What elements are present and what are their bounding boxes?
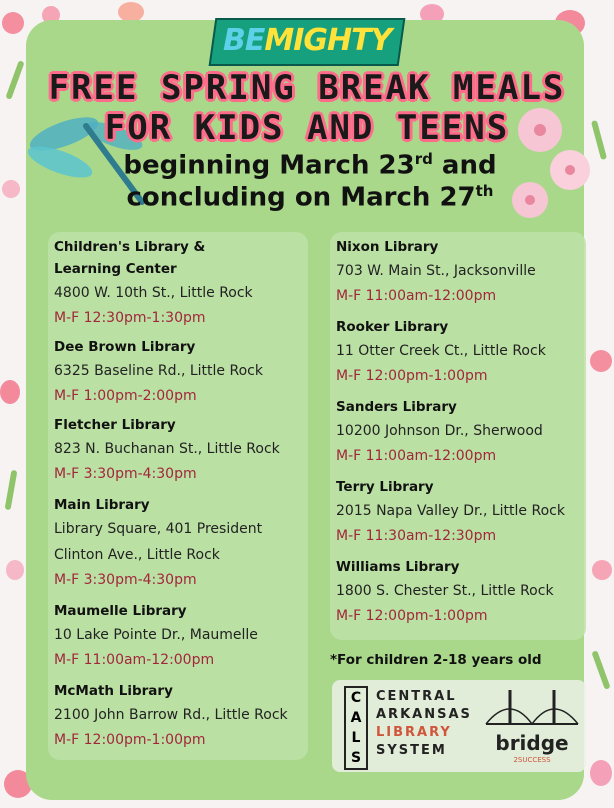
library-hours: M-F 11:30am-12:30pm bbox=[336, 528, 497, 544]
library-address: 823 N. Buchanan St., Little Rock bbox=[54, 441, 280, 457]
library-entry bbox=[54, 236, 314, 330]
leaf-decoration bbox=[591, 650, 610, 690]
library-address: 2100 John Barrow Rd., Little Rock bbox=[54, 707, 288, 723]
library-name: Main Library bbox=[54, 497, 150, 513]
logo-part1: BE bbox=[222, 23, 265, 58]
library-entry bbox=[54, 336, 314, 408]
library-address: 1800 S. Chester St., Little Rock bbox=[336, 583, 554, 599]
flower-decoration bbox=[0, 380, 20, 404]
library-name: Sanders Library bbox=[336, 399, 457, 415]
library-name: Nixon Library bbox=[336, 239, 439, 255]
library-hours: M-F 3:30pm-4:30pm bbox=[54, 466, 197, 482]
right-library-list bbox=[330, 232, 586, 640]
library-hours: M-F 11:00am-12:00pm bbox=[336, 448, 497, 464]
library-address: Clinton Ave., Little Rock bbox=[54, 547, 220, 563]
cals-letter: S bbox=[350, 750, 362, 766]
library-hours: M-F 1:00pm-2:00pm bbox=[54, 388, 197, 404]
library-hours: M-F 11:00am-12:00pm bbox=[54, 652, 215, 668]
cals-logo-text bbox=[376, 688, 472, 760]
library-entry bbox=[336, 236, 592, 308]
flower-decoration bbox=[118, 2, 144, 22]
library-name: Learning Center bbox=[54, 261, 177, 277]
library-name: Williams Library bbox=[336, 559, 460, 575]
flower-decoration bbox=[590, 760, 612, 786]
subtitle-start-sup: rd bbox=[414, 150, 433, 168]
bemighty-logo bbox=[209, 18, 406, 66]
library-name: Fletcher Library bbox=[54, 417, 176, 433]
subtitle-line-2 bbox=[110, 182, 510, 213]
cals-line: SYSTEM bbox=[376, 743, 447, 758]
subtitle-end: concluding on March 27 bbox=[126, 182, 476, 213]
library-address: 2015 Napa Valley Dr., Little Rock bbox=[336, 503, 565, 519]
library-hours: M-F 3:30pm-4:30pm bbox=[54, 572, 197, 588]
library-name: Children's Library & bbox=[54, 239, 206, 255]
library-hours: M-F 12:00pm-1:00pm bbox=[336, 608, 488, 624]
cals-letter: L bbox=[351, 730, 361, 746]
library-name: Rooker Library bbox=[336, 319, 449, 335]
library-entry bbox=[336, 316, 592, 388]
subtitle-start: beginning March 23 bbox=[123, 150, 415, 181]
library-address: 10 Lake Pointe Dr., Maumelle bbox=[54, 627, 258, 643]
library-address: 6325 Baseline Rd., Little Rock bbox=[54, 363, 263, 379]
left-library-list bbox=[48, 232, 308, 760]
library-hours: M-F 12:00pm-1:00pm bbox=[54, 732, 206, 748]
library-hours: M-F 11:00am-12:00pm bbox=[336, 288, 497, 304]
library-entry bbox=[54, 414, 314, 486]
library-address: 11 Otter Creek Ct., Little Rock bbox=[336, 343, 546, 359]
logo-part2: MIGHTY bbox=[264, 23, 392, 58]
library-address: 10200 Johnson Dr., Sherwood bbox=[336, 423, 543, 439]
cals-line: ARKANSAS bbox=[376, 707, 472, 722]
library-entry bbox=[336, 556, 592, 628]
cals-letter: C bbox=[350, 690, 362, 706]
library-name: Dee Brown Library bbox=[54, 339, 196, 355]
flower-decoration bbox=[592, 560, 612, 580]
cals-logo-mark bbox=[344, 686, 368, 770]
subtitle-and: and bbox=[432, 150, 497, 181]
cals-line: CENTRAL bbox=[376, 689, 457, 704]
flower-decoration bbox=[2, 12, 24, 34]
library-address: 703 W. Main St., Jacksonville bbox=[336, 263, 536, 279]
library-entry bbox=[54, 600, 314, 672]
flower-decoration bbox=[2, 180, 20, 198]
flower-decoration bbox=[6, 560, 24, 580]
library-entry bbox=[54, 494, 314, 592]
age-note: *For children 2-18 years old bbox=[330, 652, 542, 668]
library-name: McMath Library bbox=[54, 683, 173, 699]
bridge-word: bridge bbox=[495, 731, 569, 755]
sponsor-logos bbox=[332, 680, 586, 772]
library-address: Library Square, 401 President bbox=[54, 521, 263, 537]
library-name: Terry Library bbox=[336, 479, 434, 495]
library-hours: M-F 12:30pm-1:30pm bbox=[54, 310, 206, 326]
leaf-decoration bbox=[5, 470, 18, 510]
cals-line: LIBRARY bbox=[376, 725, 452, 740]
library-entry bbox=[336, 476, 592, 548]
bridge2success-logo bbox=[482, 684, 582, 770]
title-line-2: FOR KIDS AND TEENS bbox=[104, 108, 510, 148]
library-address: 4800 W. 10th St., Little Rock bbox=[54, 285, 253, 301]
bridge-tagline: 2SUCCESS bbox=[513, 756, 551, 764]
cals-letter: A bbox=[350, 710, 362, 726]
library-name: Maumelle Library bbox=[54, 603, 187, 619]
library-hours: M-F 12:00pm-1:00pm bbox=[336, 368, 488, 384]
flower-decoration bbox=[590, 350, 612, 372]
subtitle-line-1 bbox=[110, 150, 510, 181]
library-entry bbox=[336, 396, 592, 468]
leaf-decoration bbox=[5, 60, 24, 100]
subtitle-end-sup: th bbox=[475, 182, 494, 200]
title-line-1: FREE SPRING BREAK MEALS bbox=[48, 68, 566, 108]
library-entry bbox=[54, 680, 314, 752]
